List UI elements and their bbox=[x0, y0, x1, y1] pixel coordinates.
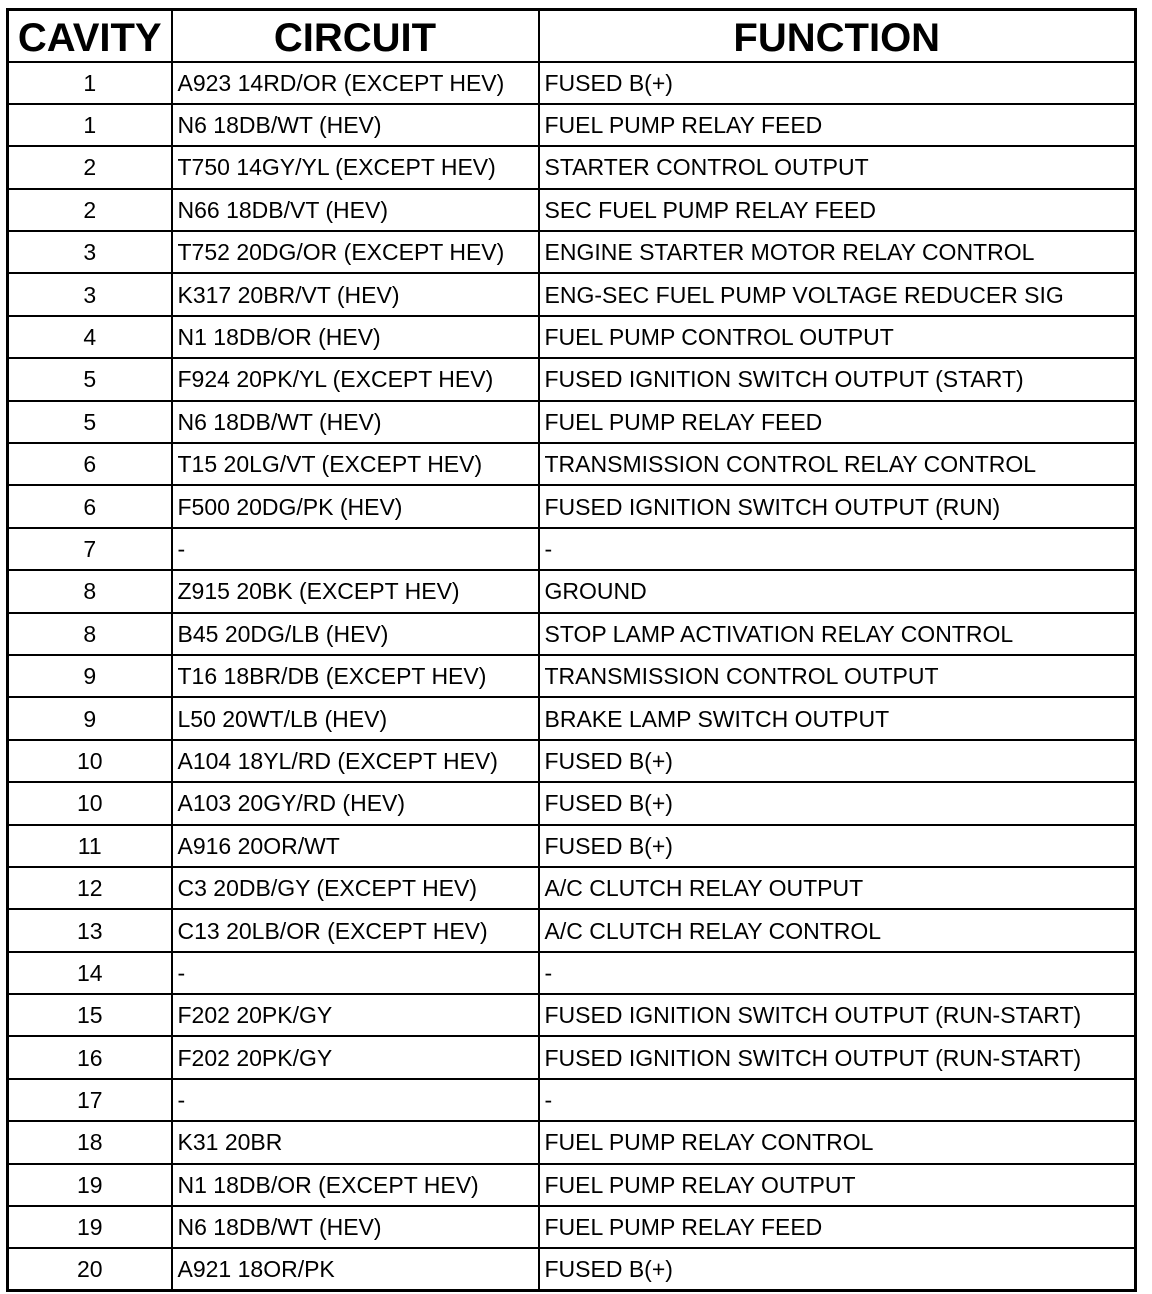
circuit-cell: F202 20PK/GY bbox=[172, 1036, 539, 1078]
circuit-cell: - bbox=[172, 528, 539, 570]
circuit-cell: K317 20BR/VT (HEV) bbox=[172, 273, 539, 315]
function-cell: FUEL PUMP RELAY FEED bbox=[539, 1206, 1136, 1248]
function-cell: STOP LAMP ACTIVATION RELAY CONTROL bbox=[539, 613, 1136, 655]
table-row bbox=[8, 697, 1136, 739]
cavity-cell: 12 bbox=[8, 867, 172, 909]
table-row bbox=[8, 189, 1136, 231]
circuit-cell: N1 18DB/OR (HEV) bbox=[172, 316, 539, 358]
circuit-cell: T750 14GY/YL (EXCEPT HEV) bbox=[172, 146, 539, 188]
table-row bbox=[8, 485, 1136, 527]
header-row bbox=[8, 10, 1136, 62]
function-cell: TRANSMISSION CONTROL RELAY CONTROL bbox=[539, 443, 1136, 485]
header-cavity: CAVITY bbox=[8, 10, 172, 62]
cavity-cell: 9 bbox=[8, 655, 172, 697]
cavity-cell: 2 bbox=[8, 189, 172, 231]
cavity-cell: 1 bbox=[8, 62, 172, 104]
function-cell: FUEL PUMP RELAY FEED bbox=[539, 401, 1136, 443]
cavity-cell: 9 bbox=[8, 697, 172, 739]
circuit-cell: A923 14RD/OR (EXCEPT HEV) bbox=[172, 62, 539, 104]
table-row bbox=[8, 273, 1136, 315]
table-row bbox=[8, 528, 1136, 570]
function-cell: SEC FUEL PUMP RELAY FEED bbox=[539, 189, 1136, 231]
circuit-cell: F924 20PK/YL (EXCEPT HEV) bbox=[172, 358, 539, 400]
cavity-cell: 10 bbox=[8, 740, 172, 782]
function-cell: TRANSMISSION CONTROL OUTPUT bbox=[539, 655, 1136, 697]
circuit-cell: C3 20DB/GY (EXCEPT HEV) bbox=[172, 867, 539, 909]
circuit-cell: T15 20LG/VT (EXCEPT HEV) bbox=[172, 443, 539, 485]
table-row bbox=[8, 62, 1136, 104]
table-row bbox=[8, 782, 1136, 824]
function-cell: GROUND bbox=[539, 570, 1136, 612]
circuit-cell: Z915 20BK (EXCEPT HEV) bbox=[172, 570, 539, 612]
table-row bbox=[8, 401, 1136, 443]
cavity-cell: 5 bbox=[8, 358, 172, 400]
circuit-cell: N66 18DB/VT (HEV) bbox=[172, 189, 539, 231]
circuit-cell: N6 18DB/WT (HEV) bbox=[172, 401, 539, 443]
function-cell: FUEL PUMP RELAY FEED bbox=[539, 104, 1136, 146]
cavity-cell: 5 bbox=[8, 401, 172, 443]
function-cell: - bbox=[539, 952, 1136, 994]
table-row bbox=[8, 867, 1136, 909]
cavity-cell: 11 bbox=[8, 825, 172, 867]
circuit-cell: A921 18OR/PK bbox=[172, 1248, 539, 1290]
cavity-cell: 6 bbox=[8, 485, 172, 527]
table-row bbox=[8, 316, 1136, 358]
function-cell: FUEL PUMP RELAY CONTROL bbox=[539, 1121, 1136, 1163]
function-cell: ENGINE STARTER MOTOR RELAY CONTROL bbox=[539, 231, 1136, 273]
circuit-cell: A916 20OR/WT bbox=[172, 825, 539, 867]
function-cell: A/C CLUTCH RELAY OUTPUT bbox=[539, 867, 1136, 909]
table-row bbox=[8, 570, 1136, 612]
cavity-cell: 6 bbox=[8, 443, 172, 485]
function-cell: FUSED IGNITION SWITCH OUTPUT (RUN) bbox=[539, 485, 1136, 527]
header-function: FUNCTION bbox=[539, 10, 1136, 62]
header-circuit: CIRCUIT bbox=[172, 10, 539, 62]
cavity-cell: 8 bbox=[8, 570, 172, 612]
circuit-cell: F202 20PK/GY bbox=[172, 994, 539, 1036]
circuit-cell: - bbox=[172, 952, 539, 994]
table-row bbox=[8, 1206, 1136, 1248]
circuit-cell: C13 20LB/OR (EXCEPT HEV) bbox=[172, 909, 539, 951]
cavity-cell: 15 bbox=[8, 994, 172, 1036]
table-row bbox=[8, 1036, 1136, 1078]
connector-pinout-table bbox=[6, 8, 1137, 1292]
function-cell: FUSED B(+) bbox=[539, 1248, 1136, 1290]
table-header bbox=[8, 10, 1136, 62]
cavity-cell: 3 bbox=[8, 231, 172, 273]
cavity-cell: 10 bbox=[8, 782, 172, 824]
function-cell: - bbox=[539, 1079, 1136, 1121]
cavity-cell: 7 bbox=[8, 528, 172, 570]
cavity-cell: 17 bbox=[8, 1079, 172, 1121]
cavity-cell: 4 bbox=[8, 316, 172, 358]
circuit-cell: N6 18DB/WT (HEV) bbox=[172, 104, 539, 146]
table-row bbox=[8, 655, 1136, 697]
circuit-cell: - bbox=[172, 1079, 539, 1121]
cavity-cell: 2 bbox=[8, 146, 172, 188]
table-row bbox=[8, 1164, 1136, 1206]
function-cell: STARTER CONTROL OUTPUT bbox=[539, 146, 1136, 188]
function-cell: FUSED B(+) bbox=[539, 62, 1136, 104]
circuit-cell: L50 20WT/LB (HEV) bbox=[172, 697, 539, 739]
cavity-cell: 14 bbox=[8, 952, 172, 994]
table-row bbox=[8, 1248, 1136, 1290]
function-cell: FUSED IGNITION SWITCH OUTPUT (RUN-START) bbox=[539, 994, 1136, 1036]
table-body bbox=[8, 62, 1136, 1291]
table-row bbox=[8, 952, 1136, 994]
function-cell: A/C CLUTCH RELAY CONTROL bbox=[539, 909, 1136, 951]
table-row bbox=[8, 1079, 1136, 1121]
function-cell: FUEL PUMP CONTROL OUTPUT bbox=[539, 316, 1136, 358]
table-row bbox=[8, 146, 1136, 188]
cavity-cell: 3 bbox=[8, 273, 172, 315]
table-row bbox=[8, 104, 1136, 146]
function-cell: FUSED B(+) bbox=[539, 740, 1136, 782]
table-row bbox=[8, 909, 1136, 951]
function-cell: FUEL PUMP RELAY OUTPUT bbox=[539, 1164, 1136, 1206]
cavity-cell: 20 bbox=[8, 1248, 172, 1290]
circuit-cell: B45 20DG/LB (HEV) bbox=[172, 613, 539, 655]
table-row bbox=[8, 994, 1136, 1036]
function-cell: - bbox=[539, 528, 1136, 570]
circuit-cell: F500 20DG/PK (HEV) bbox=[172, 485, 539, 527]
circuit-cell: T752 20DG/OR (EXCEPT HEV) bbox=[172, 231, 539, 273]
cavity-cell: 19 bbox=[8, 1164, 172, 1206]
circuit-cell: A103 20GY/RD (HEV) bbox=[172, 782, 539, 824]
function-cell: BRAKE LAMP SWITCH OUTPUT bbox=[539, 697, 1136, 739]
function-cell: ENG-SEC FUEL PUMP VOLTAGE REDUCER SIG bbox=[539, 273, 1136, 315]
cavity-cell: 16 bbox=[8, 1036, 172, 1078]
cavity-cell: 18 bbox=[8, 1121, 172, 1163]
table-row bbox=[8, 1121, 1136, 1163]
table-row bbox=[8, 825, 1136, 867]
circuit-cell: A104 18YL/RD (EXCEPT HEV) bbox=[172, 740, 539, 782]
function-cell: FUSED B(+) bbox=[539, 825, 1136, 867]
function-cell: FUSED IGNITION SWITCH OUTPUT (RUN-START) bbox=[539, 1036, 1136, 1078]
cavity-cell: 19 bbox=[8, 1206, 172, 1248]
table-row bbox=[8, 231, 1136, 273]
circuit-cell: T16 18BR/DB (EXCEPT HEV) bbox=[172, 655, 539, 697]
function-cell: FUSED IGNITION SWITCH OUTPUT (START) bbox=[539, 358, 1136, 400]
table-row bbox=[8, 740, 1136, 782]
circuit-cell: N6 18DB/WT (HEV) bbox=[172, 1206, 539, 1248]
function-cell: FUSED B(+) bbox=[539, 782, 1136, 824]
circuit-cell: K31 20BR bbox=[172, 1121, 539, 1163]
cavity-cell: 1 bbox=[8, 104, 172, 146]
circuit-cell: N1 18DB/OR (EXCEPT HEV) bbox=[172, 1164, 539, 1206]
cavity-cell: 13 bbox=[8, 909, 172, 951]
table-row bbox=[8, 358, 1136, 400]
table-row bbox=[8, 613, 1136, 655]
cavity-cell: 8 bbox=[8, 613, 172, 655]
table-row bbox=[8, 443, 1136, 485]
